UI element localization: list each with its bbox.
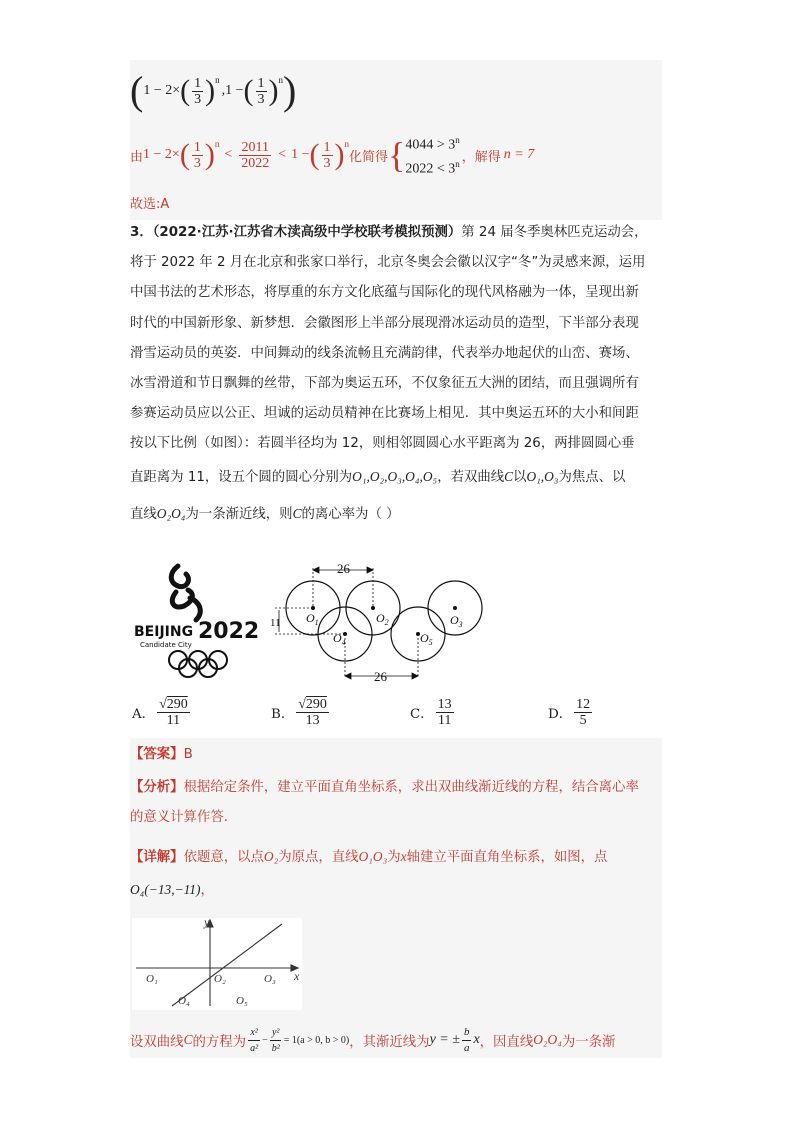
interval-expression: ( 1 − 2× ( $\frac{1}{3}$ ) $^n$ ,1 − ( $\frac{1}{3}$ ) $^n$ )	[130, 68, 297, 113]
svg-text:O5: $O_5$	[420, 631, 433, 647]
detail: 【详解】依题意，以点O₂为原点，直线O₁O₃为x轴建立平面直角坐标系，如图，点 O₄(−13,−11)，	[130, 849, 608, 898]
answer-line: 【答案】B	[130, 747, 193, 762]
beijing-logo	[134, 566, 259, 677]
svg-text:26: 26	[374, 669, 387, 684]
svg-text:O3: $O_3$	[450, 613, 463, 629]
svg-text:26: 26	[337, 561, 350, 576]
problem-source: （2022·江苏·江苏省木渎高级中学校联考模拟预测）	[152, 225, 462, 240]
coordinate-sketch	[132, 918, 302, 1010]
svg-text:Candidate City: Candidate City	[140, 641, 192, 649]
svg-text:11: 11	[270, 617, 281, 629]
problem-3: 3．（2022·江苏·江苏省木渎高级中学校联考模拟预测）第 24 届冬季奥林匹克运动会， 将于 2022 年 2 月在北京和张家口举行，北京冬奥会会徽以汉字“冬”为灵感来源，运用 中国书法的艺术形态，将厚重的东方文化底蕴与国际化的现代风格融为一体，呈现出新 时代的中国新形象、新梦想．会徽图形上半部分展现滑冰运动员的造型，下半部分表现 滑雪运动员的英姿．中间舞动的线条流畅且充满韵律，代表举办地起伏的山峦、赛场、 冰雪滑道和节日飘舞的丝带，下部为奥运五环，不仅象征五大洲的团结，而且强调所有 参赛运动员应以公正、坦诚的运动员精神在比赛场上相见．其中奥运五环的大小和间距 按以下比例（如图）：若圆半径均为 12，则相邻圆圆心水平距离为 26，两排圆圆心垂 直距离为 11，设五个圆的圆心分别为O₁,O₂,O₃,O₄,O₅，若双曲线C以O₁,O₃为焦点、以 直线O₂O₄为一条渐近线，则C的离心率为（ ）	[130, 225, 648, 522]
choose-answer: 故选:A	[130, 197, 170, 212]
analysis: 【分析】根据给定条件，建立平面直角坐标系，求出双曲线渐近线的方程，结合离心率 的意义计算作答.	[130, 780, 639, 825]
svg-text:O2: $O_2$	[376, 611, 389, 627]
option-b[interactable]: B． $\frac{√290}{13}$	[271, 697, 327, 728]
svg-text:O₄: O₄	[178, 995, 190, 1007]
svg-text:O₃: O₃	[264, 973, 276, 985]
option-d[interactable]: D． $\frac{12}{5}$	[548, 697, 591, 728]
option-a[interactable]: A． $\frac{√290}{11}$	[132, 697, 188, 728]
svg-text:2022: 2022	[198, 619, 260, 644]
hyperbola-equation: 设双曲线 C 的方程为 $\frac{\text{x²}}{\text{a²}}$ − $\frac{\text{y²}}{\text{b²}}$ = 1(a > 0, b > 0) ，其渐近线为 y = ± $\frac{b}{a}$ x ，因直线 O₂O₄ 为一条渐	[130, 1025, 616, 1054]
svg-text:O₁: O₁	[146, 973, 158, 985]
svg-text:O1: $O_1$	[306, 611, 319, 627]
svg-text:x: x	[294, 969, 300, 983]
inequality-line: 由 1 − 2× ( $\frac{1}{3}$ ) $^n$ < $\frac{2011}{2022}$ < 1 − ( $\frac{1}{3}$ ) $^n$ 化简得 { $4044 > 3^n$ $2022 < 3^n$ ，解得 n = 7	[130, 135, 535, 177]
svg-text:O₅: O₅	[236, 995, 248, 1007]
option-c[interactable]: C． $\frac{13}{11}$	[410, 697, 452, 728]
svg-text:O₂: O₂	[214, 973, 226, 985]
svg-text:O4: $O_4$	[333, 631, 346, 647]
olympic-rings-figure	[130, 558, 490, 688]
svg-text:BEIJING: BEIJING	[134, 624, 194, 640]
problem-number: 3．	[130, 225, 153, 240]
svg-text:y: y	[204, 918, 210, 929]
